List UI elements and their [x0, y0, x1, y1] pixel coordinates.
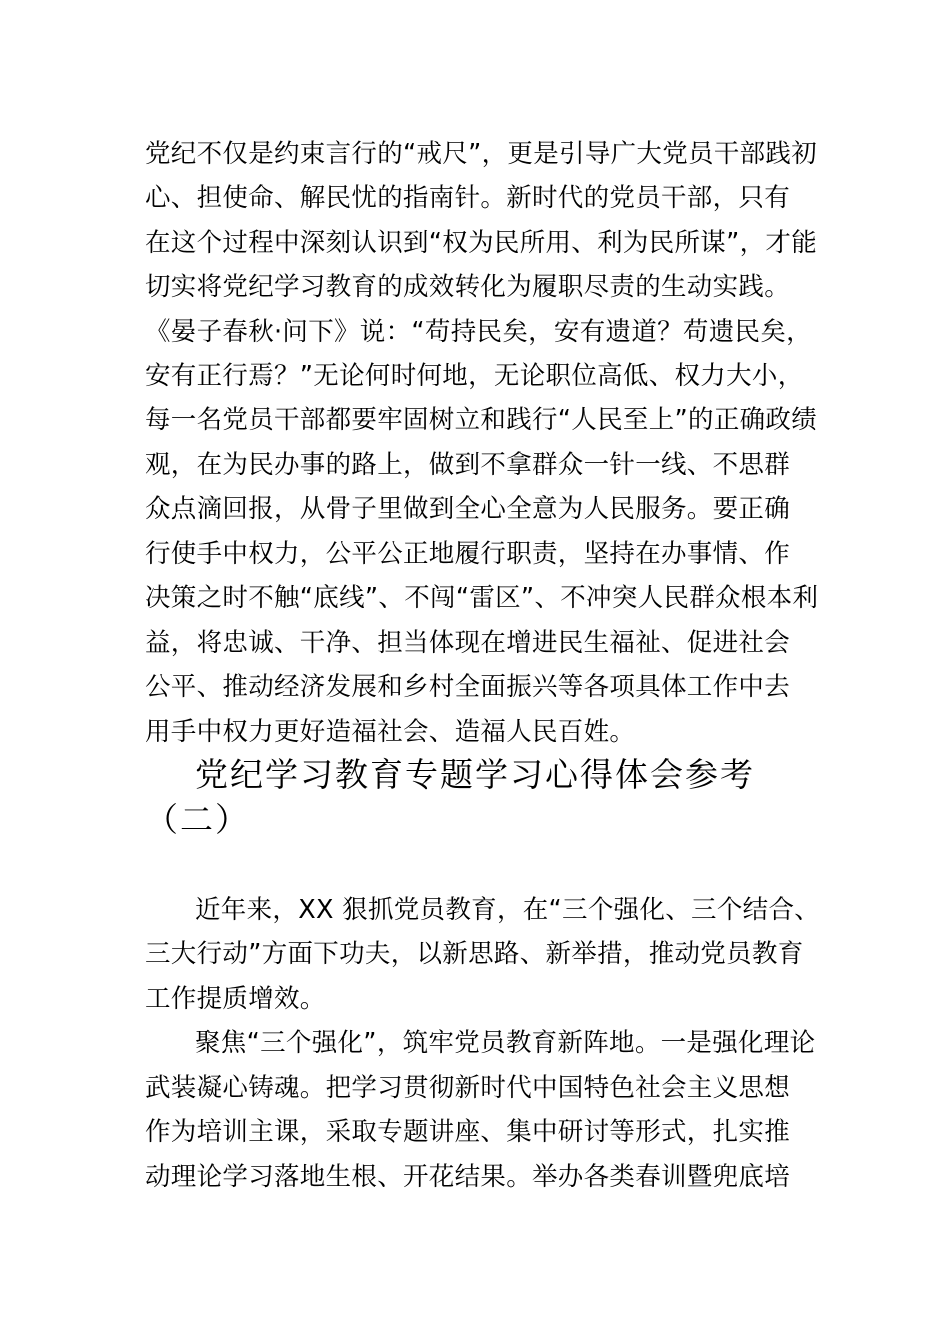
paragraph-first-line: 聚焦“三个强化”，筑牢党员教育新阵地。一是强化理论: [195, 1028, 816, 1058]
section-heading: 党纪学习教育专题学习心得体会参考: [195, 755, 755, 794]
body-text-line: 公平、推动经济发展和乡村全面振兴等各项具体工作中去: [145, 672, 791, 702]
body-text-line: 切实将党纪学习教育的成效转化为履职尽责的生动实践。: [145, 272, 791, 302]
body-text-line: 在这个过程中深刻认识到“权为民所用、利为民所谋”，才能: [145, 228, 818, 258]
body-text-line: 作为培训主课，采取专题讲座、集中研讨等形式，扎实推: [145, 1117, 791, 1147]
section-heading-suffix: （二）: [145, 800, 250, 839]
body-text-line: 武装凝心铸魂。把学习贯彻新时代中国特色社会主义思想: [145, 1073, 791, 1103]
body-text-line: 行使手中权力，公平公正地履行职责，坚持在办事情、作: [145, 539, 791, 569]
body-text-line: 用手中权力更好造福社会、造福人民百姓。: [145, 717, 636, 747]
body-text-line: 《晏子春秋·问下》说：“苟持民矣，安有遗道？苟遗民矣，: [145, 317, 812, 347]
body-text-line: 观，在为民办事的路上，做到不拿群众一针一线、不思群: [145, 450, 791, 480]
body-text-line: 众点滴回报，从骨子里做到全心全意为人民服务。要正确: [145, 494, 791, 524]
paragraph-first-line: 近年来，XX 狠抓党员教育，在“三个强化、三个结合、: [195, 895, 821, 925]
body-text-line: 心、担使命、解民忧的指南针。新时代的党员干部，只有: [145, 183, 791, 213]
body-text-line: 党纪不仅是约束言行的“戒尺”，更是引导广大党员干部践初: [145, 139, 818, 169]
body-text-line: 动理论学习落地生根、开花结果。举办各类春训暨兜底培: [145, 1162, 791, 1192]
body-text-line: 益，将忠诚、干净、担当体现在增进民生福祉、促进社会: [145, 628, 791, 658]
body-text-line: 决策之时不触“底线”、不闯“雷区”、不冲突人民群众根本利: [145, 583, 819, 613]
body-text-line: 三大行动”方面下功夫，以新思路、新举措，推动党员教育: [145, 939, 804, 969]
body-text-line: 工作提质增效。: [145, 984, 326, 1014]
body-text-line: 每一名党员干部都要牢固树立和践行“人民至上”的正确政绩: [145, 405, 818, 435]
body-text-line: 安有正行焉？”无论何时何地，无论职位高低、权力大小，: [145, 361, 804, 391]
